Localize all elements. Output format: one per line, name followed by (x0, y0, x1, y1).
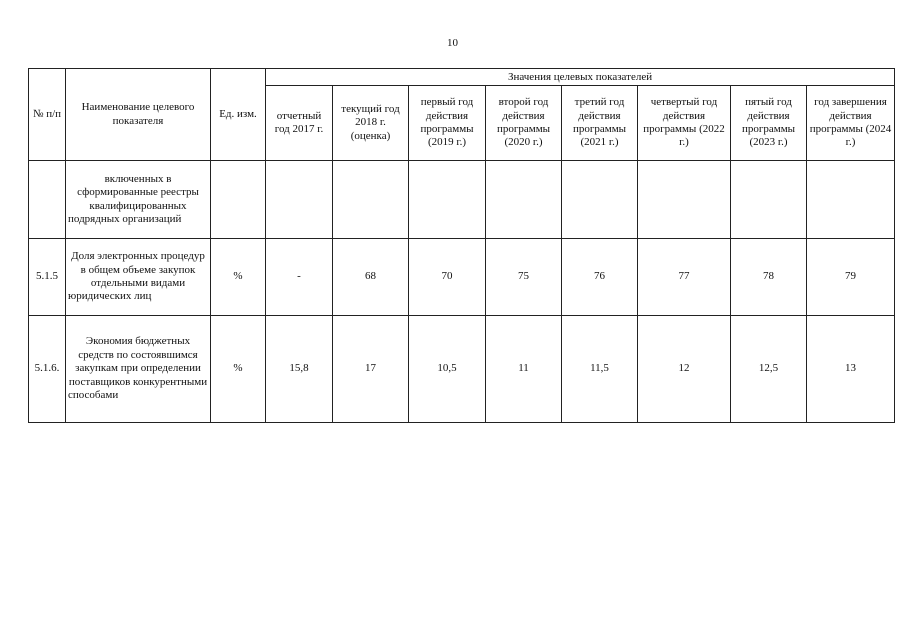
unit-cell: % (211, 316, 266, 423)
header-unit: Ед. изм. (211, 69, 266, 161)
unit-cell: % (211, 239, 266, 316)
header-year-2020: второй год действия программы (2020 г.) (486, 86, 562, 161)
value-2017: - (266, 239, 333, 316)
row-number: 5.1.5 (29, 239, 66, 316)
value-2022: 12 (638, 316, 731, 423)
target-indicators-table (28, 68, 895, 423)
header-year-2023: пятый год действия программы (2023 г.) (731, 86, 807, 161)
value-2018 (333, 161, 409, 239)
value-2019: 10,5 (409, 316, 486, 423)
header-year-2017: отчетный год 2017 г. (266, 86, 333, 161)
value-2017 (266, 161, 333, 239)
header-year-2024: год завершения действия программы (2024 г.) (807, 86, 895, 161)
value-2019: 70 (409, 239, 486, 316)
indicator-name: Доля электронных процедур в общем объеме закупок отдельными видами юридических лиц (66, 239, 211, 316)
indicator-name: Экономия бюджетных средств по состоявшимся закупкам при определении поставщиков конкурентными способами (66, 316, 211, 423)
value-2018: 68 (333, 239, 409, 316)
header-name: Наименование целевого показателя (66, 69, 211, 161)
value-2021 (562, 161, 638, 239)
header-row (29, 69, 895, 86)
row-number: 5.1.6. (29, 316, 66, 423)
value-2021: 11,5 (562, 316, 638, 423)
header-year-2022: четвертый год действия программы (2022 г.) (638, 86, 731, 161)
unit-cell (211, 161, 266, 239)
header-year-2019: первый год действия программы (2019 г.) (409, 86, 486, 161)
value-2023: 12,5 (731, 316, 807, 423)
row-number (29, 161, 66, 239)
table-row (29, 239, 895, 316)
value-2022 (638, 161, 731, 239)
value-2018: 17 (333, 316, 409, 423)
header-year-2018: текущий год 2018 г. (оценка) (333, 86, 409, 161)
table-row (29, 316, 895, 423)
value-2021: 76 (562, 239, 638, 316)
value-2019 (409, 161, 486, 239)
value-2017: 15,8 (266, 316, 333, 423)
value-2024: 79 (807, 239, 895, 316)
page-number: 10 (447, 37, 458, 49)
value-2023: 78 (731, 239, 807, 316)
value-2024 (807, 161, 895, 239)
value-2023 (731, 161, 807, 239)
value-2020 (486, 161, 562, 239)
value-2020: 11 (486, 316, 562, 423)
value-2020: 75 (486, 239, 562, 316)
header-target-values: Значения целевых показателей (266, 69, 895, 86)
header-no: № п/п (29, 69, 66, 161)
indicator-name: включенных в сформированные реестры квалифицированных подрядных организаций (66, 161, 211, 239)
header-year-2021: третий год действия программы (2021 г.) (562, 86, 638, 161)
table-row (29, 161, 895, 239)
value-2024: 13 (807, 316, 895, 423)
value-2022: 77 (638, 239, 731, 316)
